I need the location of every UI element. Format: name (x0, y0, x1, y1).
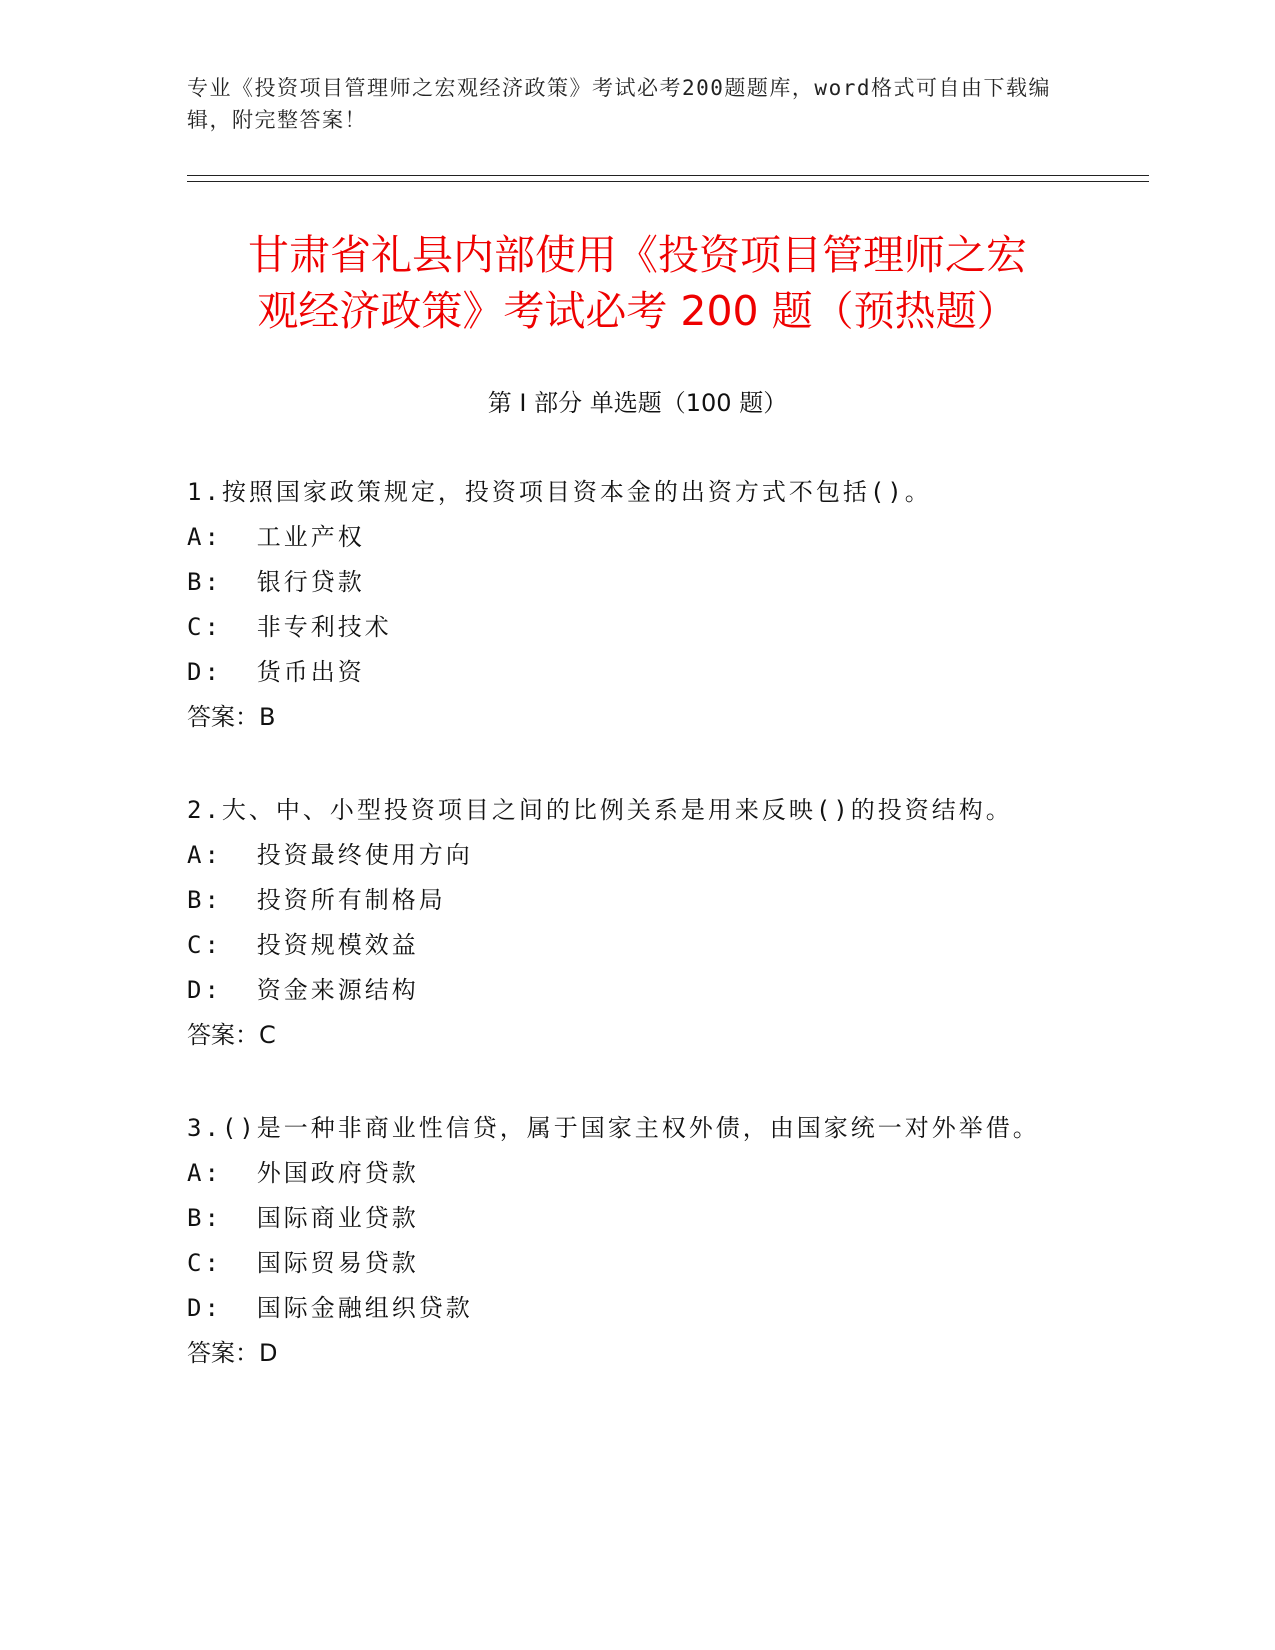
question-stem: 3.()是一种非商业性信贷，属于国家主权外债，由国家统一对外举借。 (187, 1114, 1040, 1142)
option-b: B: 银行贷款 (187, 568, 365, 596)
option-a: A: 投资最终使用方向 (187, 841, 473, 869)
question-stem: 1.按照国家政策规定，投资项目资本金的出资方式不包括()。 (187, 478, 932, 506)
option-c: C: 投资规模效益 (187, 931, 419, 959)
option-b: B: 投资所有制格局 (187, 886, 446, 914)
option-b: B: 国际商业贷款 (187, 1204, 419, 1232)
section-heading: 第 I 部分 单选题（100 题） (487, 389, 788, 417)
question-stem: 2.大、中、小型投资项目之间的比例关系是用来反映()的投资结构。 (187, 796, 1013, 824)
option-d: D: 资金来源结构 (187, 976, 419, 1004)
document-title (160, 227, 1115, 339)
document-intro: 专业《投资项目管理师之宏观经济政策》考试必考200题题库，word格式可自由下载编辑，附完整答案！ (187, 76, 1051, 132)
option-c: C: 非专利技术 (187, 613, 392, 641)
option-a: A: 外国政府贷款 (187, 1159, 419, 1187)
document-title-line-2: 观经济政策》考试必考 200 题（预热题） (257, 287, 1018, 335)
question-2 (187, 792, 1067, 1053)
header-divider-bottom (187, 181, 1149, 182)
option-a: A: 工业产权 (187, 523, 365, 551)
option-d: D: 国际金融组织贷款 (187, 1294, 473, 1322)
answer: 答案：C (187, 1021, 276, 1049)
document-title-line-1: 甘肃省礼县内部使用《投资项目管理师之宏 (248, 231, 1027, 279)
option-d: D: 货币出资 (187, 658, 365, 686)
option-c: C: 国际贸易贷款 (187, 1249, 419, 1277)
header-divider-top (187, 175, 1149, 176)
answer: 答案：D (187, 1339, 278, 1367)
question-3 (187, 1110, 1067, 1371)
answer: 答案：B (187, 703, 276, 731)
question-1 (187, 474, 1067, 735)
